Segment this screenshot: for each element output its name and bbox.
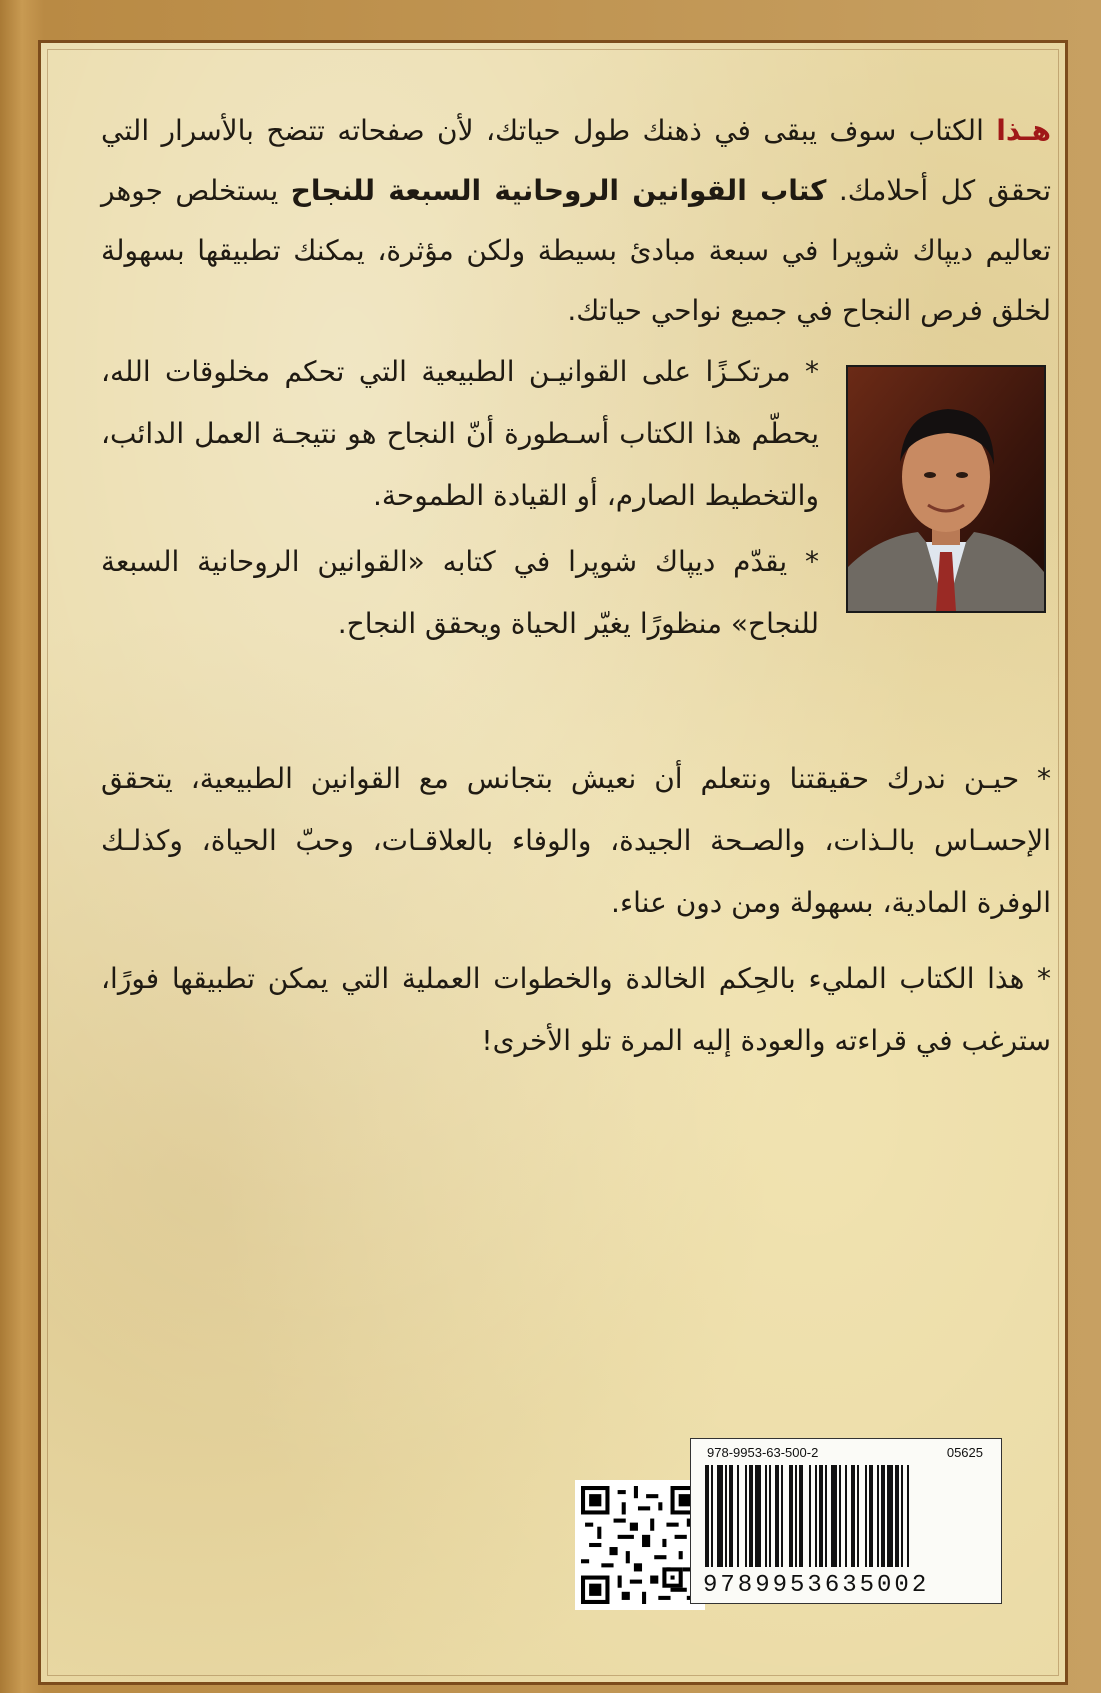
bullet-paragraph-4: * هذا الكتاب المليء بالحِكم الخالدة والخطوات العملية التي يمكن تطبيقها فورًا، سترغب في قراءته والعودة إليه المرة تلو الأخرى! xyxy=(101,962,1051,1057)
barcode-bar xyxy=(877,1465,879,1567)
author-photo xyxy=(848,367,1044,611)
qr-code xyxy=(575,1480,705,1610)
barcode-bar xyxy=(729,1465,733,1567)
barcode-bar xyxy=(815,1465,817,1567)
barcode-bar xyxy=(881,1465,885,1567)
barcode-bar xyxy=(755,1465,761,1567)
intro-text-part1: الكتاب سوف يبقى في ذهنك طول حياتك، لأن صفحاته تتضح بالأسرار التي تحقق كل أحلامك. xyxy=(101,114,1051,207)
isbn-barcode xyxy=(690,1438,1002,1604)
barcode-bar xyxy=(789,1465,793,1567)
intro-highlight-word: هـذا xyxy=(996,114,1051,147)
barcode-bar xyxy=(857,1465,859,1567)
barcode-bar xyxy=(831,1465,837,1567)
barcode-bar xyxy=(895,1465,899,1567)
intro-paragraph xyxy=(101,101,1051,341)
barcode-digits: 9789953635002 xyxy=(703,1572,930,1599)
barcode-bar xyxy=(865,1465,867,1567)
barcode-bar xyxy=(765,1465,767,1567)
isbn-number: 978-9953-63-500-2 xyxy=(707,1445,819,1460)
barcode-bar xyxy=(781,1465,783,1567)
barcode-bar xyxy=(795,1465,797,1567)
barcode-bar xyxy=(799,1465,803,1567)
barcode-bar xyxy=(809,1465,811,1567)
barcode-bar xyxy=(775,1465,779,1567)
barcode-bar xyxy=(717,1465,723,1567)
barcode-bar xyxy=(725,1465,727,1567)
barcode-bar xyxy=(907,1465,909,1567)
barcode-bar xyxy=(745,1465,747,1567)
qr-code-graphic xyxy=(581,1486,699,1604)
barcode-bar xyxy=(737,1465,739,1567)
barcode-bar xyxy=(901,1465,903,1567)
bullet-paragraph-3: * حيـن ندرك حقيقتنا ونتعلم أن نعيش بتجانس مع القوانين الطبيعية، يتحقق الإحسـاس بالـذات، والصـحة الجيدة، والوفاء بالعلاقـات، وحبّ الحياة، وكذلـك الوفرة المادية، بسهولة ومن دون عناء. xyxy=(101,762,1051,919)
barcode-bar xyxy=(869,1465,873,1567)
barcode-bar xyxy=(819,1465,823,1567)
barcode-bar xyxy=(705,1465,709,1567)
bullet-paragraph-2: * يقدّم ديپاك شوپرا في كتابه «القوانين الروحانية السبعة للنجاح» منظورًا يغيّر الحياة ويحقق النجاح. xyxy=(101,545,819,640)
bullet-paragraph-1: * مرتكـزًا على القوانيـن الطبيعية التي تحكم مخلوقات الله، يحطّم هذا الكتاب أسـطورة أنّ النجاح هو نتيجـة العمل الدائب، والتخطيط الصارم، أو القيادة الطموحة. xyxy=(101,355,819,512)
price-code: 05625 xyxy=(946,1445,983,1460)
intro-bold-title: كتاب القوانين الروحانية السبعة للنجاح xyxy=(290,174,827,207)
barcode-bar xyxy=(851,1465,855,1567)
barcode-bar xyxy=(711,1465,713,1567)
intro-text-part2: يستخلص جوهر تعاليم ديپاك شوپرا في سبعة مبادئ بسيطة ولكن مؤثرة، يمكنك تطبيقها بسهولة لخلق فرص النجاح في جميع نواحي حياتك. xyxy=(101,174,1051,327)
barcode-bar xyxy=(825,1465,827,1567)
barcode-bar xyxy=(887,1465,893,1567)
barcode-bar xyxy=(845,1465,847,1567)
barcode-bar xyxy=(749,1465,753,1567)
barcode-bars xyxy=(703,1465,991,1567)
barcode-bar xyxy=(839,1465,841,1567)
barcode-bar xyxy=(769,1465,771,1567)
author-portrait xyxy=(846,365,1046,613)
